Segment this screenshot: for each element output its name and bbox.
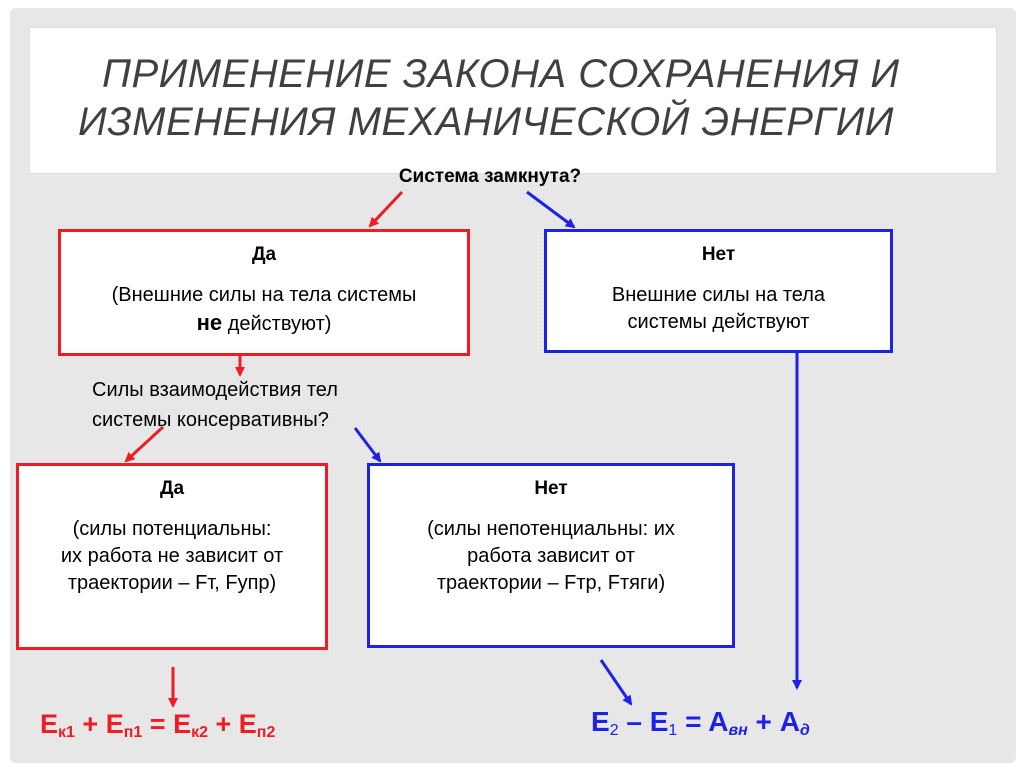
arrow-conservative-yes (126, 427, 163, 461)
box-closed-no-line1: Внешние силы на тела (611, 284, 826, 306)
question-system-closed: Система замкнута? (398, 166, 582, 187)
box-conservative-yes-head: Да (159, 478, 185, 499)
arrow-no2-to-change-formula (601, 660, 631, 704)
e2-sub: 2 (609, 722, 619, 739)
box-conservative-yes-line1: (силы потенциальны: (72, 518, 272, 540)
title-line-2: ИЗМЕНЕНИЯ МЕХАНИЧЕСКОЙ ЭНЕРГИИ (78, 100, 894, 144)
ep2-sub: п2 (256, 724, 276, 741)
ek2-symbol: E (173, 709, 192, 739)
ep1-sub: п1 (123, 724, 143, 741)
e1-symbol: E (649, 706, 669, 737)
arrow-conservative-no (355, 428, 380, 461)
arrow-closed-no (527, 192, 574, 227)
box-conservative-yes-line2: их работа не зависит от (60, 545, 284, 567)
box-closed-yes-bold-not: не (196, 310, 223, 335)
question2-line1: Силы взаимодействия тел (92, 379, 338, 401)
box-conservative-no-line2: работа зависит от (467, 545, 635, 567)
arrow-closed-yes (370, 192, 402, 226)
ep1-symbol: E (105, 709, 124, 739)
minus: – (618, 706, 650, 737)
question2-line2: системы консервативны? (92, 409, 329, 431)
plus-3: + (747, 706, 780, 737)
a-ext-sub: вн (728, 722, 748, 739)
a-d-symbol: A (779, 706, 800, 737)
box-closed-yes-rest: действуют) (222, 313, 332, 335)
ek1-symbol: E (40, 709, 59, 739)
box-closed-no-line2: системы действуют (627, 311, 810, 333)
equals-2: = (677, 706, 709, 737)
box-closed-yes-head: Да (251, 244, 277, 265)
box-conservative-yes-line3: траектории – Fт, Fупр) (67, 572, 277, 594)
ek1-sub: к1 (58, 724, 75, 741)
box-conservative-no-line1: (силы непотенциальны: их (427, 518, 675, 540)
box-conservative-no-head: Нет (534, 478, 568, 499)
ek2-sub: к2 (191, 724, 208, 741)
e2-symbol: E (591, 706, 610, 737)
plus-2: + (207, 709, 239, 739)
title-line-1: ПРИМЕНЕНИЕ ЗАКОНА СОХРАНЕНИЯ И (102, 52, 900, 96)
a-d-sub: д (799, 722, 810, 739)
plus-1: + (74, 709, 106, 739)
box-closed-no-head: Нет (701, 244, 736, 265)
box-conservative-no-line3: траектории – Fтр, Fтяги) (436, 572, 666, 594)
box-closed-yes-line1: (Внешние силы на тела системы (111, 284, 417, 306)
equals-1: = (142, 709, 174, 739)
e1-sub: 1 (668, 722, 678, 739)
ep2-symbol: E (238, 709, 257, 739)
a-ext-symbol: A (708, 706, 729, 737)
